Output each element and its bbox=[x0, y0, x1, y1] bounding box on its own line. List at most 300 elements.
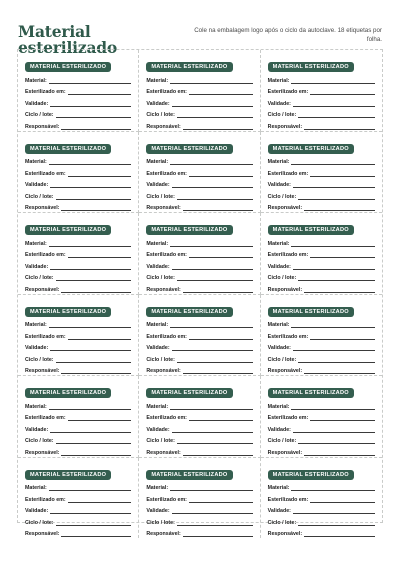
write-in-line[interactable] bbox=[291, 490, 375, 491]
field-sterilized-on bbox=[25, 329, 131, 341]
field-responsible bbox=[268, 119, 375, 131]
field-expiry bbox=[25, 259, 131, 271]
field-responsible bbox=[25, 282, 131, 294]
field-label: Ciclo / lote: bbox=[25, 275, 54, 281]
field-label: Validade: bbox=[146, 182, 170, 188]
sterilization-label bbox=[261, 376, 382, 458]
field-label: Responsável: bbox=[25, 123, 60, 130]
write-in-line[interactable] bbox=[298, 117, 375, 118]
write-in-line[interactable] bbox=[304, 292, 375, 293]
field-label: Ciclo / lote: bbox=[267, 112, 297, 118]
field-label: Esterilizado em: bbox=[267, 170, 309, 177]
field-label: Validade: bbox=[267, 508, 291, 514]
field-label: Validade: bbox=[25, 345, 49, 351]
sterilization-label bbox=[139, 376, 260, 458]
write-in-line[interactable] bbox=[68, 94, 132, 95]
field-sterilized-on bbox=[146, 166, 252, 178]
label-badge: MATERIAL ESTERILIZADO bbox=[268, 388, 354, 398]
field-label: Validade: bbox=[267, 182, 291, 188]
sheet-header bbox=[18, 18, 382, 57]
write-in-line[interactable] bbox=[304, 536, 375, 537]
field-cycle-lot bbox=[25, 515, 131, 527]
write-in-line[interactable] bbox=[50, 432, 131, 433]
write-in-line[interactable] bbox=[177, 199, 253, 200]
label-badge: MATERIAL ESTERILIZADO bbox=[25, 225, 111, 235]
field-material bbox=[268, 481, 375, 493]
field-cycle-lot bbox=[25, 271, 131, 283]
field-expiry bbox=[268, 178, 375, 190]
field-material bbox=[25, 155, 131, 167]
field-responsible bbox=[268, 364, 375, 376]
write-in-line[interactable] bbox=[189, 420, 253, 421]
sterilization-label bbox=[18, 132, 139, 214]
field-label: Material: bbox=[267, 322, 290, 328]
field-sterilized-on bbox=[25, 411, 131, 423]
field-label: Responsável: bbox=[25, 531, 60, 537]
label-badge: MATERIAL ESTERILIZADO bbox=[268, 470, 354, 480]
write-in-line[interactable] bbox=[50, 106, 131, 107]
field-cycle-lot bbox=[146, 434, 252, 446]
write-in-line[interactable] bbox=[183, 129, 253, 130]
field-label: Material: bbox=[25, 322, 47, 328]
sterilization-label bbox=[18, 458, 139, 539]
field-cycle-lot bbox=[268, 352, 375, 364]
field-label: Esterilizado em: bbox=[146, 252, 187, 258]
label-badge: MATERIAL ESTERILIZADO bbox=[268, 62, 354, 72]
write-in-line[interactable] bbox=[183, 210, 253, 211]
field-label: Validade: bbox=[146, 426, 170, 433]
label-badge: MATERIAL ESTERILIZADO bbox=[25, 144, 111, 154]
write-in-line[interactable] bbox=[177, 443, 253, 444]
field-sterilized-on bbox=[146, 411, 252, 423]
field-responsible bbox=[25, 201, 131, 213]
field-expiry bbox=[268, 341, 375, 353]
field-responsible bbox=[146, 282, 252, 294]
field-label: Validade: bbox=[25, 100, 49, 107]
write-in-line[interactable] bbox=[310, 339, 375, 340]
sterilization-label bbox=[18, 50, 139, 132]
instructions-text: Cole na embalagem logo após o ciclo da autoclave. 18 etiquetas por folha. bbox=[194, 27, 382, 43]
field-responsible bbox=[25, 445, 131, 457]
field-sterilized-on bbox=[268, 166, 375, 178]
field-label: Material: bbox=[146, 159, 169, 165]
field-label: Ciclo / lote: bbox=[146, 275, 175, 281]
field-cycle-lot bbox=[268, 434, 375, 446]
field-expiry bbox=[268, 96, 375, 108]
write-in-line[interactable] bbox=[310, 94, 375, 95]
write-in-line[interactable] bbox=[298, 525, 375, 526]
field-label: Esterilizado em: bbox=[146, 89, 187, 95]
field-cycle-lot bbox=[25, 434, 131, 446]
label-badge: MATERIAL ESTERILIZADO bbox=[268, 225, 354, 235]
field-label: Ciclo / lote: bbox=[25, 519, 54, 526]
write-in-line[interactable] bbox=[177, 362, 253, 363]
field-responsible bbox=[25, 527, 131, 539]
field-material bbox=[268, 318, 375, 330]
write-in-line[interactable] bbox=[293, 106, 375, 107]
field-expiry bbox=[25, 504, 131, 516]
write-in-line[interactable] bbox=[49, 490, 132, 491]
field-label: Esterilizado em: bbox=[267, 496, 309, 503]
write-in-line[interactable] bbox=[56, 362, 132, 363]
write-in-line[interactable] bbox=[291, 164, 375, 165]
label-badge: MATERIAL ESTERILIZADO bbox=[268, 307, 354, 317]
sterilization-label bbox=[261, 295, 382, 377]
write-in-line[interactable] bbox=[177, 280, 253, 281]
field-expiry bbox=[268, 259, 375, 271]
field-material bbox=[25, 236, 131, 248]
write-in-line[interactable] bbox=[291, 83, 375, 84]
write-in-line[interactable] bbox=[291, 246, 375, 247]
write-in-line[interactable] bbox=[298, 199, 375, 200]
field-material bbox=[146, 73, 252, 85]
field-sterilized-on bbox=[146, 492, 252, 504]
write-in-line[interactable] bbox=[49, 83, 132, 84]
field-label: Ciclo / lote: bbox=[267, 356, 297, 363]
page-title: Material esterilizado bbox=[18, 22, 118, 57]
field-label: Material: bbox=[25, 485, 47, 491]
field-label: Material: bbox=[146, 77, 169, 84]
write-in-line[interactable] bbox=[189, 502, 253, 503]
write-in-line[interactable] bbox=[49, 164, 132, 165]
field-cycle-lot bbox=[146, 189, 252, 201]
write-in-line[interactable] bbox=[304, 210, 375, 211]
field-label: Ciclo / lote: bbox=[267, 275, 297, 281]
write-in-line[interactable] bbox=[170, 490, 253, 491]
write-in-line[interactable] bbox=[170, 409, 253, 410]
field-expiry bbox=[146, 422, 252, 434]
write-in-line[interactable] bbox=[49, 246, 132, 247]
write-in-line[interactable] bbox=[291, 327, 375, 328]
field-label: Ciclo / lote: bbox=[146, 193, 175, 200]
field-label: Material: bbox=[25, 403, 47, 410]
field-label: Material: bbox=[267, 240, 290, 247]
field-material bbox=[268, 73, 375, 85]
field-material bbox=[268, 155, 375, 167]
sterilization-label bbox=[139, 295, 260, 377]
field-label: Esterilizado em: bbox=[25, 252, 66, 258]
field-label: Responsável: bbox=[267, 286, 303, 293]
write-in-line[interactable] bbox=[56, 525, 132, 526]
field-label: Responsável: bbox=[146, 531, 181, 537]
write-in-line[interactable] bbox=[189, 176, 253, 177]
sterilization-label bbox=[139, 458, 260, 539]
field-label: Material: bbox=[267, 77, 290, 84]
field-label: Esterilizado em: bbox=[25, 89, 66, 95]
write-in-line[interactable] bbox=[61, 292, 131, 293]
field-label: Responsável: bbox=[146, 368, 181, 374]
write-in-line[interactable] bbox=[172, 187, 253, 188]
field-sterilized-on bbox=[268, 411, 375, 423]
write-in-line[interactable] bbox=[172, 106, 253, 107]
write-in-line[interactable] bbox=[293, 513, 375, 514]
field-expiry bbox=[146, 504, 252, 516]
write-in-line[interactable] bbox=[291, 409, 375, 410]
field-material bbox=[146, 399, 252, 411]
field-label: Responsável: bbox=[267, 531, 303, 537]
sterilization-label bbox=[18, 295, 139, 377]
write-in-line[interactable] bbox=[68, 502, 132, 503]
write-in-line[interactable] bbox=[61, 129, 131, 130]
field-cycle-lot bbox=[146, 271, 252, 283]
field-label: Responsável: bbox=[25, 449, 60, 456]
field-material bbox=[25, 73, 131, 85]
field-label: Ciclo / lote: bbox=[267, 193, 297, 200]
field-expiry bbox=[146, 341, 252, 353]
write-in-line[interactable] bbox=[298, 362, 375, 363]
field-label: Material: bbox=[146, 322, 169, 328]
write-in-line[interactable] bbox=[310, 257, 375, 258]
field-responsible bbox=[268, 282, 375, 294]
field-label: Material: bbox=[267, 159, 290, 165]
field-label: Material: bbox=[25, 77, 47, 84]
field-label: Esterilizado em: bbox=[146, 170, 187, 177]
field-label: Validade: bbox=[267, 100, 291, 107]
write-in-line[interactable] bbox=[49, 327, 132, 328]
write-in-line[interactable] bbox=[61, 373, 131, 374]
field-sterilized-on bbox=[268, 492, 375, 504]
field-sterilized-on bbox=[25, 166, 131, 178]
field-material bbox=[268, 236, 375, 248]
field-cycle-lot bbox=[268, 515, 375, 527]
write-in-line[interactable] bbox=[177, 117, 253, 118]
field-label: Validade: bbox=[267, 345, 291, 351]
write-in-line[interactable] bbox=[183, 536, 253, 537]
field-label: Validade: bbox=[25, 263, 49, 270]
field-responsible bbox=[268, 445, 375, 457]
field-material bbox=[268, 399, 375, 411]
field-label: Ciclo / lote: bbox=[25, 193, 54, 200]
field-label: Ciclo / lote: bbox=[25, 112, 54, 118]
write-in-line[interactable] bbox=[189, 94, 253, 95]
field-material bbox=[146, 318, 252, 330]
field-label: Material: bbox=[146, 403, 169, 410]
write-in-line[interactable] bbox=[68, 339, 132, 340]
field-label: Validade: bbox=[146, 100, 170, 107]
write-in-line[interactable] bbox=[61, 536, 131, 537]
field-label: Ciclo / lote: bbox=[146, 356, 175, 363]
sterilization-label bbox=[18, 376, 139, 458]
field-label: Ciclo / lote: bbox=[146, 112, 175, 118]
field-label: Material: bbox=[267, 485, 290, 491]
field-label: Validade: bbox=[146, 263, 170, 270]
write-in-line[interactable] bbox=[170, 327, 253, 328]
field-label: Esterilizado em: bbox=[146, 496, 187, 503]
field-material bbox=[146, 481, 252, 493]
label-badge: MATERIAL ESTERILIZADO bbox=[25, 388, 111, 398]
write-in-line[interactable] bbox=[172, 350, 253, 351]
field-sterilized-on bbox=[146, 329, 252, 341]
field-sterilized-on bbox=[268, 329, 375, 341]
field-cycle-lot bbox=[268, 189, 375, 201]
field-label: Esterilizado em: bbox=[25, 170, 66, 177]
label-badge: MATERIAL ESTERILIZADO bbox=[25, 62, 111, 72]
label-badge: MATERIAL ESTERILIZADO bbox=[25, 307, 111, 317]
write-in-line[interactable] bbox=[304, 373, 375, 374]
field-label: Ciclo / lote: bbox=[25, 356, 54, 363]
write-in-line[interactable] bbox=[189, 339, 253, 340]
field-label: Validade: bbox=[25, 426, 49, 433]
field-material bbox=[146, 155, 252, 167]
field-label: Esterilizado em: bbox=[267, 333, 309, 340]
write-in-line[interactable] bbox=[49, 409, 132, 410]
write-in-line[interactable] bbox=[293, 432, 375, 433]
field-label: Material: bbox=[146, 485, 169, 491]
field-label: Responsável: bbox=[146, 205, 181, 211]
field-cycle-lot bbox=[146, 515, 252, 527]
field-label: Validade: bbox=[25, 182, 49, 188]
field-responsible bbox=[146, 445, 252, 457]
field-responsible bbox=[146, 119, 252, 131]
write-in-line[interactable] bbox=[189, 257, 253, 258]
label-grid bbox=[17, 49, 383, 537]
sterilization-label bbox=[261, 213, 382, 295]
field-expiry bbox=[146, 96, 252, 108]
write-in-line[interactable] bbox=[172, 513, 253, 514]
field-cycle-lot bbox=[25, 108, 131, 120]
label-badge: MATERIAL ESTERILIZADO bbox=[25, 470, 111, 480]
write-in-line[interactable] bbox=[170, 83, 253, 84]
write-in-line[interactable] bbox=[183, 455, 253, 456]
label-badge: MATERIAL ESTERILIZADO bbox=[146, 225, 232, 235]
write-in-line[interactable] bbox=[183, 373, 253, 374]
field-responsible bbox=[146, 201, 252, 213]
write-in-line[interactable] bbox=[56, 199, 132, 200]
write-in-line[interactable] bbox=[68, 176, 132, 177]
write-in-line[interactable] bbox=[310, 176, 375, 177]
field-label: Validade: bbox=[25, 508, 49, 514]
field-sterilized-on bbox=[268, 85, 375, 97]
write-in-line[interactable] bbox=[304, 455, 375, 456]
field-sterilized-on bbox=[268, 248, 375, 260]
field-label: Material: bbox=[25, 159, 47, 165]
sterilization-label bbox=[261, 132, 382, 214]
write-in-line[interactable] bbox=[61, 210, 131, 211]
field-sterilized-on bbox=[146, 248, 252, 260]
field-label: Responsável: bbox=[25, 205, 60, 211]
write-in-line[interactable] bbox=[170, 246, 253, 247]
write-in-line[interactable] bbox=[56, 443, 132, 444]
write-in-line[interactable] bbox=[298, 443, 375, 444]
field-label: Esterilizado em: bbox=[267, 89, 309, 95]
label-badge: MATERIAL ESTERILIZADO bbox=[146, 470, 232, 480]
write-in-line[interactable] bbox=[50, 187, 131, 188]
sterilization-label bbox=[261, 458, 382, 539]
field-expiry bbox=[268, 422, 375, 434]
field-responsible bbox=[268, 527, 375, 539]
write-in-line[interactable] bbox=[293, 269, 375, 270]
field-cycle-lot bbox=[146, 352, 252, 364]
sterilization-label bbox=[139, 213, 260, 295]
field-expiry bbox=[146, 259, 252, 271]
field-label: Material: bbox=[25, 240, 47, 247]
field-responsible bbox=[146, 364, 252, 376]
field-label: Material: bbox=[146, 240, 169, 247]
sterilization-label bbox=[18, 213, 139, 295]
field-sterilized-on bbox=[25, 248, 131, 260]
field-label: Esterilizado em: bbox=[25, 333, 66, 340]
field-label: Responsável: bbox=[146, 449, 181, 456]
field-cycle-lot bbox=[268, 271, 375, 283]
field-cycle-lot bbox=[25, 352, 131, 364]
write-in-line[interactable] bbox=[310, 502, 375, 503]
field-label: Validade: bbox=[146, 345, 170, 351]
field-expiry bbox=[25, 422, 131, 434]
label-badge: MATERIAL ESTERILIZADO bbox=[146, 307, 232, 317]
field-material bbox=[25, 481, 131, 493]
write-in-line[interactable] bbox=[50, 350, 131, 351]
label-badge: MATERIAL ESTERILIZADO bbox=[146, 62, 232, 72]
field-sterilized-on bbox=[25, 492, 131, 504]
field-label: Esterilizado em: bbox=[25, 496, 66, 503]
field-label: Validade: bbox=[267, 426, 291, 433]
field-label: Responsável: bbox=[146, 123, 181, 130]
field-expiry bbox=[25, 178, 131, 190]
field-label: Responsável: bbox=[146, 286, 181, 293]
field-label: Esterilizado em: bbox=[146, 333, 187, 340]
field-responsible bbox=[25, 364, 131, 376]
write-in-line[interactable] bbox=[172, 432, 253, 433]
write-in-line[interactable] bbox=[172, 269, 253, 270]
field-expiry bbox=[25, 96, 131, 108]
write-in-line[interactable] bbox=[68, 420, 132, 421]
field-label: Responsável: bbox=[267, 449, 303, 456]
write-in-line[interactable] bbox=[56, 117, 132, 118]
field-cycle-lot bbox=[146, 108, 252, 120]
field-cycle-lot bbox=[25, 189, 131, 201]
label-badge: MATERIAL ESTERILIZADO bbox=[268, 144, 354, 154]
write-in-line[interactable] bbox=[293, 187, 375, 188]
write-in-line[interactable] bbox=[183, 292, 253, 293]
write-in-line[interactable] bbox=[56, 280, 132, 281]
field-label: Ciclo / lote: bbox=[267, 519, 297, 526]
field-material bbox=[25, 318, 131, 330]
write-in-line[interactable] bbox=[310, 420, 375, 421]
write-in-line[interactable] bbox=[293, 350, 375, 351]
write-in-line[interactable] bbox=[298, 280, 375, 281]
field-label: Validade: bbox=[146, 508, 170, 514]
field-label: Material: bbox=[267, 403, 290, 410]
field-responsible bbox=[268, 201, 375, 213]
field-label: Responsável: bbox=[25, 368, 60, 374]
field-label: Esterilizado em: bbox=[267, 415, 309, 421]
write-in-line[interactable] bbox=[61, 455, 131, 456]
field-expiry bbox=[146, 178, 252, 190]
field-sterilized-on bbox=[25, 85, 131, 97]
write-in-line[interactable] bbox=[304, 129, 375, 130]
field-label: Ciclo / lote: bbox=[25, 438, 54, 444]
field-material bbox=[146, 236, 252, 248]
sterilization-label bbox=[139, 50, 260, 132]
field-expiry bbox=[25, 341, 131, 353]
field-responsible bbox=[146, 527, 252, 539]
field-expiry bbox=[268, 504, 375, 516]
write-in-line[interactable] bbox=[177, 525, 253, 526]
field-label: Responsável: bbox=[267, 368, 303, 374]
field-label: Esterilizado em: bbox=[267, 252, 309, 258]
field-material bbox=[25, 399, 131, 411]
write-in-line[interactable] bbox=[50, 513, 131, 514]
write-in-line[interactable] bbox=[170, 164, 253, 165]
sterilization-label bbox=[261, 50, 382, 132]
field-label: Responsável: bbox=[267, 123, 303, 130]
sterilization-label bbox=[139, 132, 260, 214]
write-in-line[interactable] bbox=[68, 257, 132, 258]
field-label: Validade: bbox=[267, 263, 291, 270]
field-label: Responsável: bbox=[25, 286, 60, 293]
write-in-line[interactable] bbox=[50, 269, 131, 270]
field-label: Ciclo / lote: bbox=[146, 438, 175, 444]
